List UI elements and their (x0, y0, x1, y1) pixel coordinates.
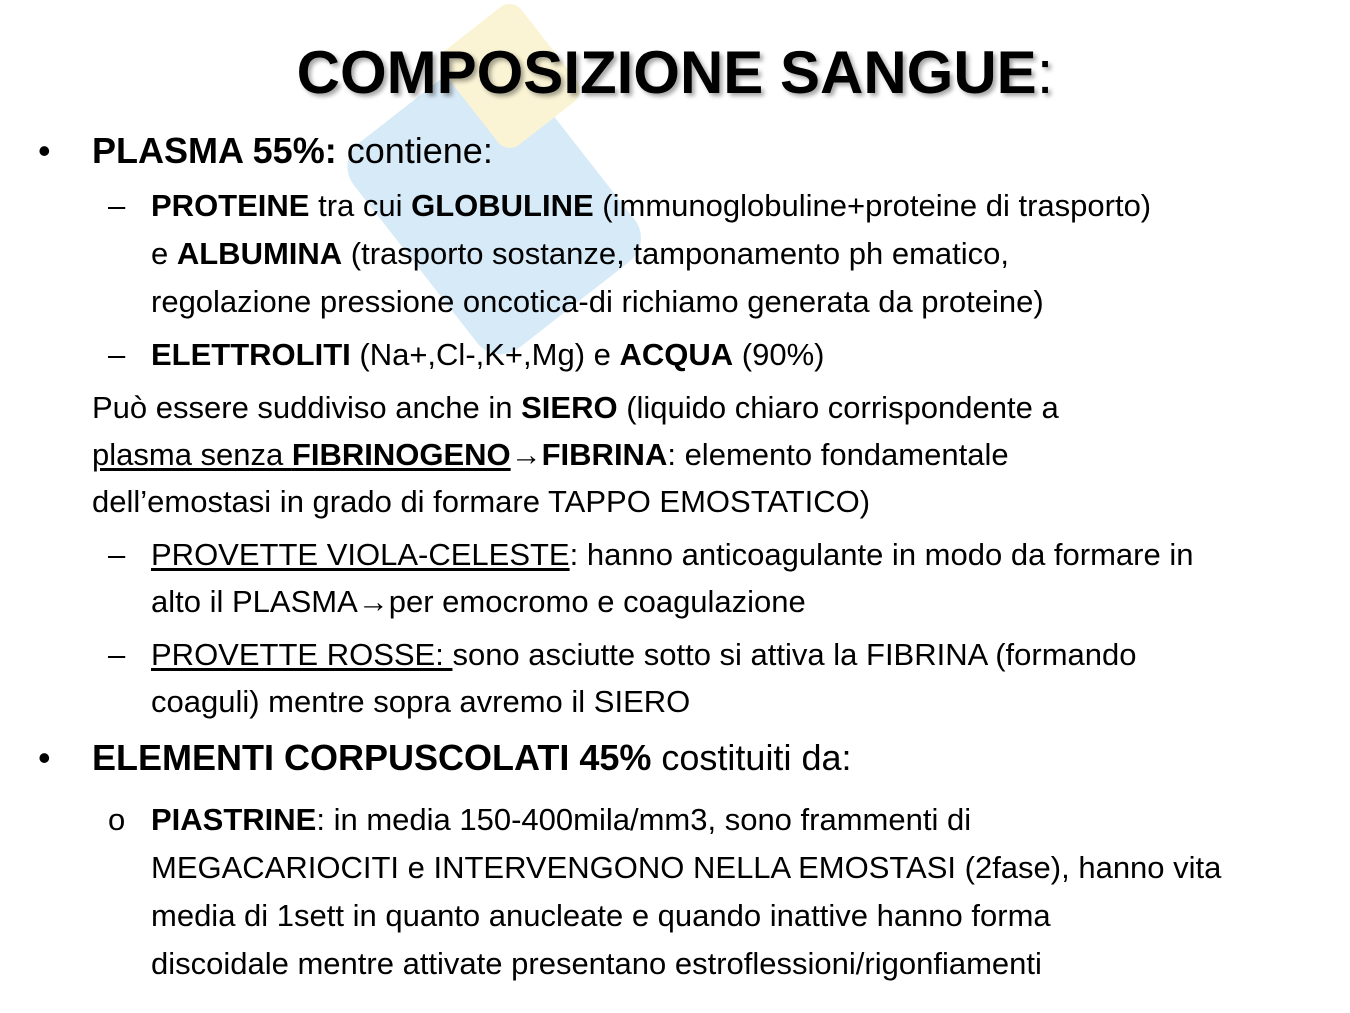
piastrine-line-3: media di 1sett in quanto anucleate e quando inattive hanno forma (151, 898, 1051, 933)
piastrine-line-4: discoidale mentre attivate presentano estroflessioni/rigonfiamenti (151, 946, 1042, 981)
plasma-heading: PLASMA 55%: contiene: (92, 130, 493, 171)
siero-line-1: Può essere suddiviso anche in SIERO (liquido chiaro corrispondente a (92, 390, 1059, 425)
proteine-line-3: regolazione pressione oncotica-di richiamo generata da proteine) (151, 284, 1044, 319)
arrow-icon: → (510, 437, 542, 472)
siero-line-2: plasma senza FIBRINOGENO→FIBRINA: elemento fondamentale (92, 437, 1009, 472)
elettroliti-line: ELETTROLITI (Na+,Cl-,K+,Mg) e ACQUA (90%) (151, 337, 825, 372)
dash-proteine: – (108, 188, 126, 223)
siero-line-3: dell’emostasi in grado di formare TAPPO EMOSTATICO) (92, 484, 871, 519)
arrow-icon: → (357, 584, 389, 619)
viola-line-2: alto il PLASMA→per emocromo e coagulazione (151, 584, 806, 619)
bullet-elementi: • (38, 737, 51, 778)
rosse-line-1: PROVETTE ROSSE: sono asciutte sotto si attiva la FIBRINA (formando (151, 637, 1137, 672)
proteine-line-2: e ALBUMINA (trasporto sostanze, tamponamento ph ematico, (151, 236, 1010, 271)
rosse-line-2: coaguli) mentre sopra avremo il SIERO (151, 684, 691, 719)
viola-line-1: PROVETTE VIOLA-CELESTE: hanno anticoagulante in modo da formare in (151, 537, 1194, 572)
dash-rosse: – (108, 637, 126, 672)
dash-viola: – (108, 537, 126, 572)
piastrine-line-1: PIASTRINE: in media 150-400mila/mm3, sono frammenti di (151, 802, 972, 837)
dash-elettroliti: – (108, 337, 126, 372)
piastrine-line-2: MEGACARIOCITI e INTERVENGONO NELLA EMOSTASI (2fase), hanno vita (151, 850, 1222, 885)
elementi-heading: ELEMENTI CORPUSCOLATI 45% costituiti da: (92, 737, 852, 778)
proteine-line-1: PROTEINE tra cui GLOBULINE (immunoglobuline+proteine di trasporto) (151, 188, 1152, 223)
o-bullet-piastrine: o (108, 802, 126, 837)
bullet-plasma: • (38, 130, 51, 171)
page-title: COMPOSIZIONE SANGUE: (296, 39, 1054, 106)
